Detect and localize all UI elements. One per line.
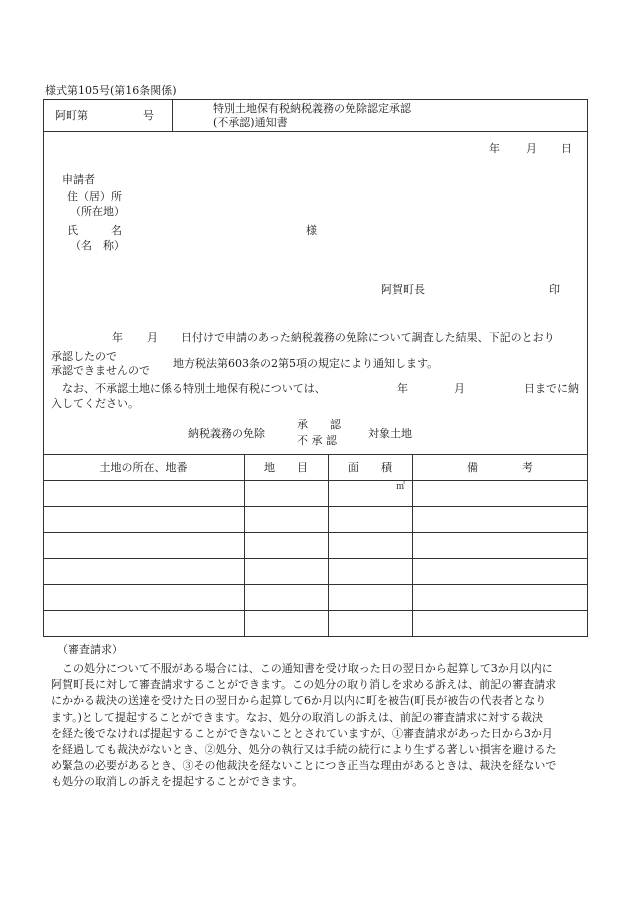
date-day: 日 bbox=[561, 142, 572, 155]
review-line: この処分について不服がある場合には、この通知書を受け取った日の翌日から起算して3か月以内に bbox=[62, 662, 553, 675]
payment-month: 月 bbox=[454, 382, 465, 395]
date-month: 月 bbox=[526, 142, 537, 155]
body-date-year: 年 bbox=[112, 331, 123, 344]
table-row-border bbox=[43, 532, 588, 533]
applicant-label: 申請者 bbox=[62, 173, 95, 186]
table-col-divider bbox=[412, 454, 413, 637]
review-line: にかかる裁決の送達を受けた日の翌日から起算して6か月以内に町を被告(町長が被告の代表者となり bbox=[51, 694, 547, 708]
review-line: も処分の取消しの訴えを提起することができます。 bbox=[51, 775, 304, 789]
not-approved-option: 承認できませんので bbox=[51, 364, 150, 377]
body-line1: 日付けで申請のあった納税義務の免除について調査した結果、下記のとおり bbox=[181, 331, 555, 344]
review-text bbox=[51, 661, 591, 791]
payment-line2: 入してください。 bbox=[51, 397, 139, 410]
review-line: ます。)として提起することができます。なお、処分の取消しの訴えは、前記の審査請求に対する裁決 bbox=[51, 710, 544, 724]
col-header-remarks: 備 考 bbox=[467, 461, 533, 474]
date-year: 年 bbox=[489, 142, 500, 155]
review-line: 阿賀町長に対して審査請求することができます。この処分の取り消しを求める訴えは、前記の審査請求 bbox=[51, 678, 557, 692]
header-vdivider bbox=[172, 99, 173, 131]
payment-suffix: 日までに納 bbox=[524, 382, 579, 395]
col-header-location: 土地の所在、地番 bbox=[99, 461, 188, 474]
body-date-month: 月 bbox=[147, 331, 158, 344]
target-land-label: 対象土地 bbox=[368, 427, 412, 440]
review-line: を経た後でなければ提起することができないこととされていますが、①審査請求があった日から3か月 bbox=[51, 726, 553, 740]
table-row-border bbox=[43, 558, 588, 559]
exemption-reject: 不 承 認 bbox=[297, 434, 337, 447]
table-top-border bbox=[43, 454, 588, 455]
table-row-border bbox=[43, 610, 588, 611]
doc-title-line2: (不承認)通知書 bbox=[213, 116, 288, 129]
table-col-divider bbox=[244, 454, 245, 637]
doc-number: 阿町第 号 bbox=[55, 109, 154, 122]
payment-prefix: なお、不承認土地に係る特別土地保有税については、 bbox=[62, 382, 326, 395]
col-header-area: 面 積 bbox=[348, 461, 392, 474]
payment-year: 年 bbox=[397, 382, 408, 395]
seal-mark: 印 bbox=[549, 283, 560, 296]
header-divider bbox=[43, 131, 588, 132]
table-header-border bbox=[43, 480, 588, 481]
approved-option: 承認したので bbox=[51, 350, 117, 363]
table-col-divider bbox=[328, 454, 329, 637]
review-line: を経過しても裁決がないとき、②処分、処分の執行又は手続の続行により生ずる著しい損害を避けるた bbox=[51, 743, 557, 757]
legal-reference: 地方税法第603条の2第5項の規定により通知します。 bbox=[173, 357, 439, 370]
name-label: 氏 名 bbox=[67, 224, 122, 237]
exemption-label: 納税義務の免除 bbox=[188, 427, 265, 440]
exemption-approve: 承 認 bbox=[297, 418, 341, 431]
review-line: め緊急の必要があるとき、③その他裁決を経ないことにつき正当な理由があるときは、裁決を経ないで bbox=[51, 759, 557, 773]
issuer-name: 阿賀町長 bbox=[381, 283, 425, 296]
doc-title-line1: 特別土地保有税納税義務の免除認定承認 bbox=[213, 102, 411, 115]
table-row-border bbox=[43, 584, 588, 585]
table-row-border bbox=[43, 506, 588, 507]
col-header-land-category: 地 目 bbox=[264, 461, 308, 474]
address-label: 住（居）所 bbox=[67, 190, 122, 203]
form-number-label: 様式第105号(第16条関係) bbox=[45, 84, 177, 97]
address-sub-label: （所在地） bbox=[70, 205, 125, 218]
area-unit: ㎡ bbox=[396, 482, 406, 492]
name-sub-label: （名 称） bbox=[70, 239, 125, 252]
honorific-sama: 様 bbox=[306, 224, 317, 237]
review-heading: （審査請求） bbox=[57, 643, 123, 656]
